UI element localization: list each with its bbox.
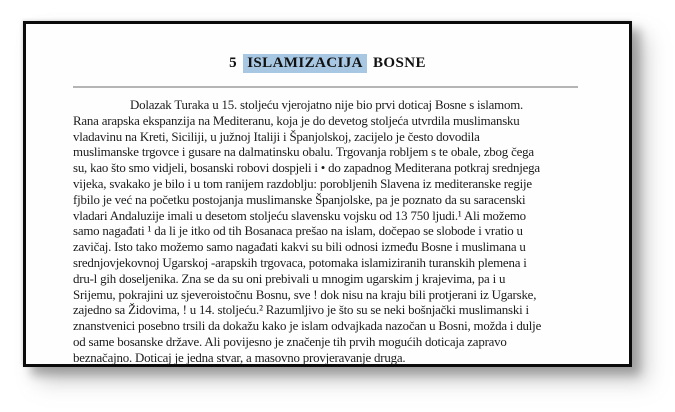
text-line: zavičaj. Isto tako možemo samo nagađati kakvi su bili odnosi između Bosne i muslimana u (73, 240, 526, 255)
text-line: srednjovjekovnoj Ugarskoj -arapskih trgovaca, potomaka islamiziranih turanskih plemena i (73, 255, 527, 270)
text-line: dru-l gih doseljenika. Zna se da su oni prebivali u mnogim ugarskim j krajevima, pa i u (73, 271, 506, 286)
text-line: od same bosanske države. Ali povijesno je značenje tih prvih mogućih doticaja zapravo (73, 334, 507, 349)
text-line: su, kao što smo vidjeli, bosanski robovi dospjeli i • do zapadnog Mediterana potkraj srednjega (73, 161, 540, 176)
title-divider (73, 86, 578, 88)
text-line: Dolazak Turaka u 15. stoljeću vjerojatno nije bio prvi doticaj Bosne s islamom. (130, 98, 524, 112)
text-line: fjbilo je već na početku postojanja muslimanske Španjolske, pa je poznato da su saracenski (73, 192, 526, 207)
text-line: beznačajno. Doticaj je jedna stvar, a masovno provjeravanje druga. (73, 350, 406, 365)
chapter-number: 5 (229, 55, 238, 71)
text-line: znanstvenici posebno trsili da dokažu kako je islam odvajkada nazočan u Bosni, možda i dulje (73, 319, 542, 334)
body-paragraph (73, 98, 601, 367)
text-line: Srijemu, pokrajini uz sjeveroistočnu Bosnu, sve ! dok nisu na kraju bili protjerani iz Ugarske, (73, 287, 537, 302)
text-line: muslimanske trgovce i gusare na dalmatinsku obalu. Trgovanja robljem s te obale, zbog čega (73, 145, 534, 160)
text-line: vladavinu na Kreti, Siciliji, u južnoj Italiji i Španjolskoj, zacijelo je često dovodila (73, 129, 480, 144)
text-line: samo nagađati ¹ da li je itko od tih Bosanaca prešao na islam, dočepao se slobode i vratio u (73, 224, 523, 239)
chapter-title-rest: BOSNE (373, 55, 426, 71)
document-page (23, 21, 632, 367)
text-line: vladari Andaluzije imali u desetom stoljeću slavensku vojsku od 13 750 ljudi.¹ Ali možemo (73, 208, 526, 223)
chapter-title (26, 55, 629, 72)
text-line: Rana arapska ekspanzija na Mediteranu, koja je do devetog stoljeća utvrdila muslimansku (73, 113, 520, 128)
text-line: vijeka, svakako je bilo i u tom ranijem razdoblju: porobljenih Slavena iz mediteranske regije (73, 176, 532, 191)
text-line: zajedno sa Židovima, ! u 14. stoljeću.² Razumljivo je što su se neki bošnjački muslimanski i (73, 303, 529, 318)
search-highlight: ISLAMIZACIJA (243, 54, 367, 73)
